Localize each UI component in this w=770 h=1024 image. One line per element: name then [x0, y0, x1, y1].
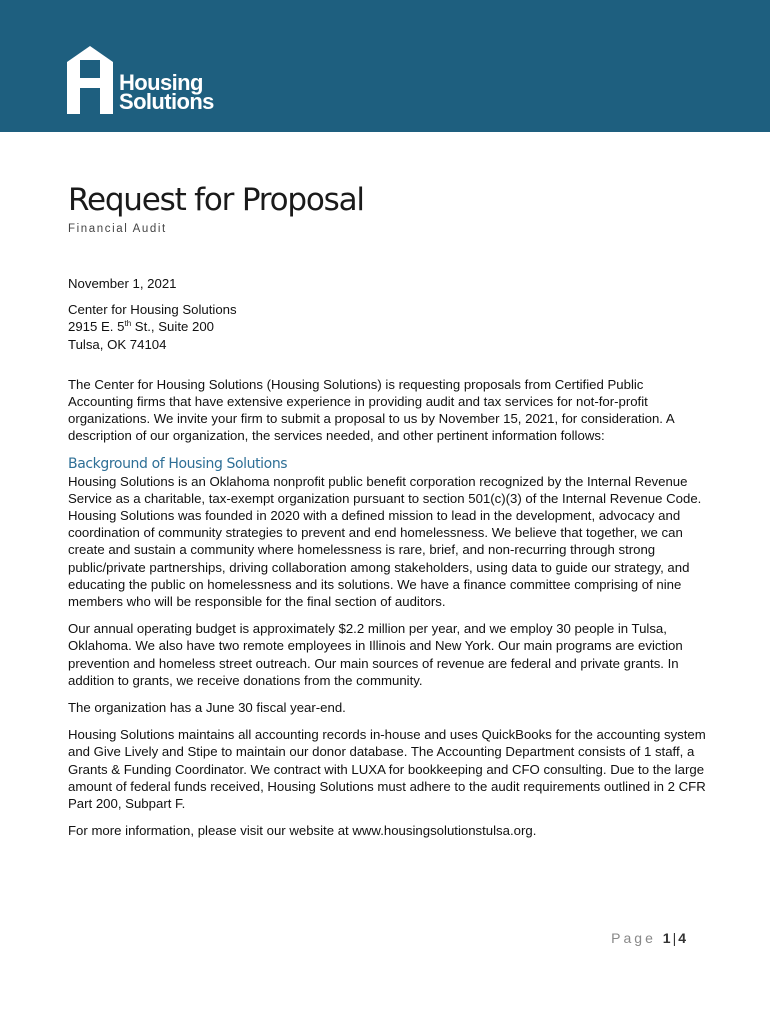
intro-paragraph: The Center for Housing Solutions (Housing Solutions) is requesting proposals from Certified Public Accounting firms that have extensive experience in providing audit and tax services for not-for-profit organizations. We invite your firm to submit a proposal to us by November 15, 2021, for consideration. A description of our organization, the services needed, and other pertinent information follows:	[68, 376, 674, 444]
current-page: 1	[662, 930, 671, 946]
logo-line-2: Solutions	[119, 89, 214, 114]
address-city: Tulsa, OK 74104	[68, 336, 167, 352]
address-street	[68, 318, 708, 335]
page-separator: |	[672, 930, 677, 946]
document-subtitle: Financial Audit	[68, 223, 167, 235]
body-paragraph: The organization has a June 30 fiscal year-end.	[68, 700, 346, 716]
body-paragraph: Housing Solutions is an Oklahoma nonprofit public benefit corporation recognized by the Internal Revenue Service as a charitable, tax-exempt organization pursuant to section 501(c)(3) of the Internal Revenue Code. Housing Solutions was founded in 2020 with a defined mission to lead in the development, advocacy and coordination of community strategies to prevent and end homelessness. We believe that together, we can create and sustain a community where homelessness is rare, brief, and non-recurring through strong public/private partnerships, driving collaboration among stakeholders, using data to guide our strategy, and educating the public on homelessness and its solutions. We have a finance committee comprising of nine members who will be responsible for the final section of auditors.	[68, 473, 702, 610]
document-title: Request for Proposal	[68, 182, 364, 218]
house-h-icon	[67, 46, 113, 114]
address-street-number: 2915 E. 5	[68, 319, 125, 335]
housing-solutions-logo	[67, 46, 237, 116]
page-number	[611, 930, 686, 946]
total-pages: 4	[678, 930, 686, 946]
body-paragraph: Our annual operating budget is approximately $2.2 million per year, and we employ 30 people in Tulsa, Oklahoma. We also have two remote employees in Illinois and New York. Our main programs are eviction prevention and homeless street outreach. Our main sources of revenue are federal and private grants. In addition to grants, we receive donations from the community.	[68, 621, 683, 688]
logo-line-1: Housing	[119, 70, 203, 95]
header-band	[0, 0, 770, 132]
section-heading: Background of Housing Solutions	[68, 455, 288, 472]
body-paragraph: Housing Solutions maintains all accounting records in-house and uses QuickBooks for the accounting system and Give Lively and Stipe to maintain our donor database. The Accounting Department consists of 1 staff, a Grants & Funding Coordinator. We contract with LUXA for bookkeeping and CFO consulting. Due to the large amount of federal funds received, Housing Solutions must adhere to the audit requirements outlined in 2 CFR Part 200, Subpart F.	[68, 727, 706, 812]
address-street-rest: St., Suite 200	[131, 319, 214, 335]
address-org: Center for Housing Solutions	[68, 302, 237, 318]
address-street-suffix: th	[124, 319, 132, 329]
recipient-address	[68, 301, 708, 353]
body-paragraph: For more information, please visit our website at www.housingsolutionstulsa.org.	[68, 823, 537, 839]
document-body	[68, 178, 708, 839]
document-date: November 1, 2021	[68, 276, 177, 291]
page-word: Page	[611, 930, 656, 946]
logo-wordmark	[119, 70, 214, 114]
